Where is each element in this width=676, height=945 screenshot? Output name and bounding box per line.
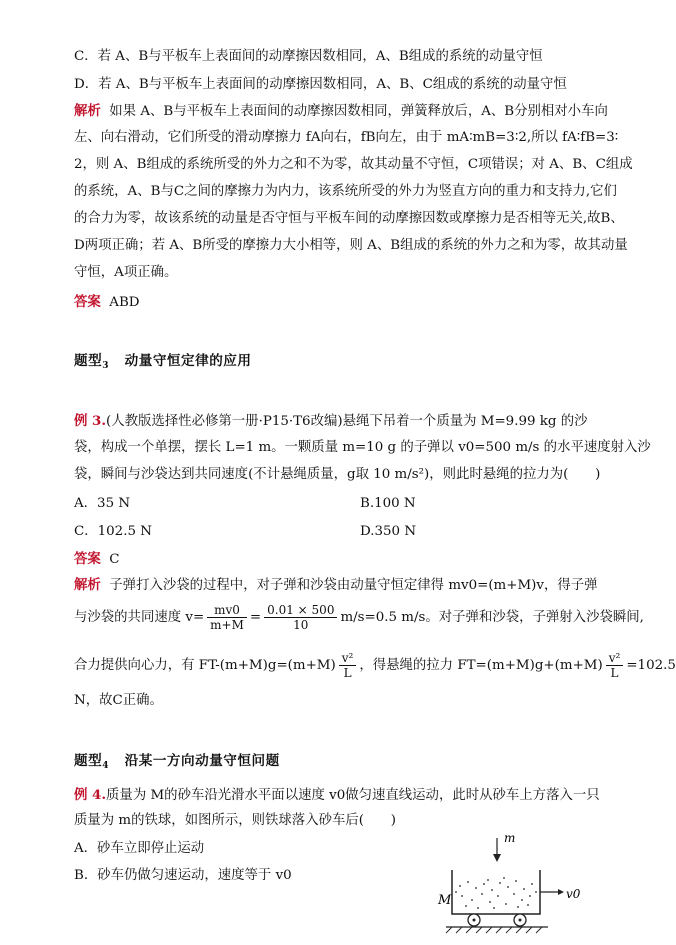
section3-heading: 题型$_3$ 动量守恒定律的应用 [74,353,252,371]
analysis1-line4: 的系统，A、B与C之间的摩擦力为内力，该系统所受的外力为竖直方向的重力和支持力,它们 [74,184,617,199]
velocity-label: v0 [566,887,581,901]
analysis1-line7: 守恒，A项正确。 [74,265,178,280]
analysis3-line4: N，故C正确。 [74,693,163,708]
example4-line2: 质量为 m的铁球，如图所示，则铁球落入砂车后( ) [74,813,396,828]
fraction: $\frac{0.01 \times 500}{10}$ [264,603,337,632]
analysis1-line6: D两项正确；若 A、B所受的摩擦力大小相等，则 A、B组成的系统的外力之和为零，故其动量 [74,238,628,253]
analysis-label: 解析 [74,103,101,119]
sand-cart-figure [432,824,592,934]
analysis3-line3: 合力提供向心力，有 FT-(m+M)g=(m+M) $\frac{\text{v²}}{L}$ ，得悬绳的拉力 FT=(m+M)g+(m+M) $\frac{\text{v²}}{L}$ =102.5 [74,651,676,680]
answer-value: C [109,552,120,567]
analysis1-line1: 解析 如果 A、B与平板车上表面间的动摩擦因数相同，弹簧释放后，A、B分别相对小车向 [74,103,608,119]
cart-label: M [438,893,452,908]
answer3-line [74,550,120,569]
answer-label: 答案 [74,294,101,310]
analysis1-line2: 左、向右滑动，它们所受的滑动摩擦力 fA向右，fB向左，由于 mA∶mB=3∶2,所以 fA∶fB=3∶ [74,130,619,145]
example3-option-a: A．35 N [74,496,131,511]
option-c-top: C．若 A、B与平板车上表面间的动摩擦因数相同，A、B组成的系统的动量守恒 [74,49,543,64]
answer-value: ABD [109,295,140,310]
example-label: 例 4. [74,787,107,803]
answer1-line [74,293,140,312]
section4-heading: 题型$_4$ 沿某一方向动量守恒问题 [74,753,280,771]
fraction: $\frac{\text{v²}}{L}$ [339,651,357,680]
fraction: $\frac{mv0}{m+M}$ [207,603,247,632]
example3-option-d: D.350 N [360,524,417,539]
example4-option-b: B．砂车仍做匀速运动，速度等于 v0 [74,868,292,883]
analysis-label: 解析 [74,577,101,593]
example3-line1: 例 3.(人教版选择性必修第一册·P15·T6改编)悬绳下吊着一个质量为 M=9.99 kg 的沙 [74,413,588,429]
example4-option-a: A．砂车立即停止运动 [74,841,205,856]
ball-label: m [504,831,516,845]
example4-line1: 例 4.质量为 M的砂车沿光滑水平面以速度 v0做匀速直线运动，此时从砂车上方落入一只 [74,787,600,803]
analysis3-line2: 与沙袋的共同速度 v= $\frac{mv0}{m+M}$ = $\frac{0.01 \times 500}{10}$ m/s=0.5 m/s。对子弹和沙袋，子弹射入沙袋瞬间, [74,603,644,632]
example3-line3: 袋，瞬间与沙袋达到共同速度(不计悬绳质量，g取 10 m/s²)，则此时悬绳的拉力为( ) [74,467,601,482]
fraction: $\frac{\text{v²}}{L}$ [606,651,624,680]
analysis1-line5: 的合力为零，故该系统的动量是否守恒与平板车间的动摩擦因数或摩擦力是否相等无关,故B、 [74,211,624,226]
example3-option-c: C．102.5 N [74,524,152,539]
option-d-top: D．若 A、B与平板车上表面间的动摩擦因数相同，A、B、C组成的系统的动量守恒 [74,77,567,92]
analysis3-line1: 解析 子弹打入沙袋的过程中，对子弹和沙袋由动量守恒定律得 mv0=(m+M)v，得子弹 [74,577,598,593]
example-label: 例 3. [74,413,107,429]
example3-option-b: B.100 N [360,496,416,511]
analysis1-line3: 2，则 A、B组成的系统所受的外力之和不为零，故其动量不守恒，C项错误；对 A、B、C组成 [74,157,633,172]
answer-label: 答案 [74,551,101,567]
example3-line2: 袋，构成一个单摆，摆长 L=1 m。一颗质量 m=10 g 的子弹以 v0=500 m/s 的水平速度射入沙 [74,440,651,455]
